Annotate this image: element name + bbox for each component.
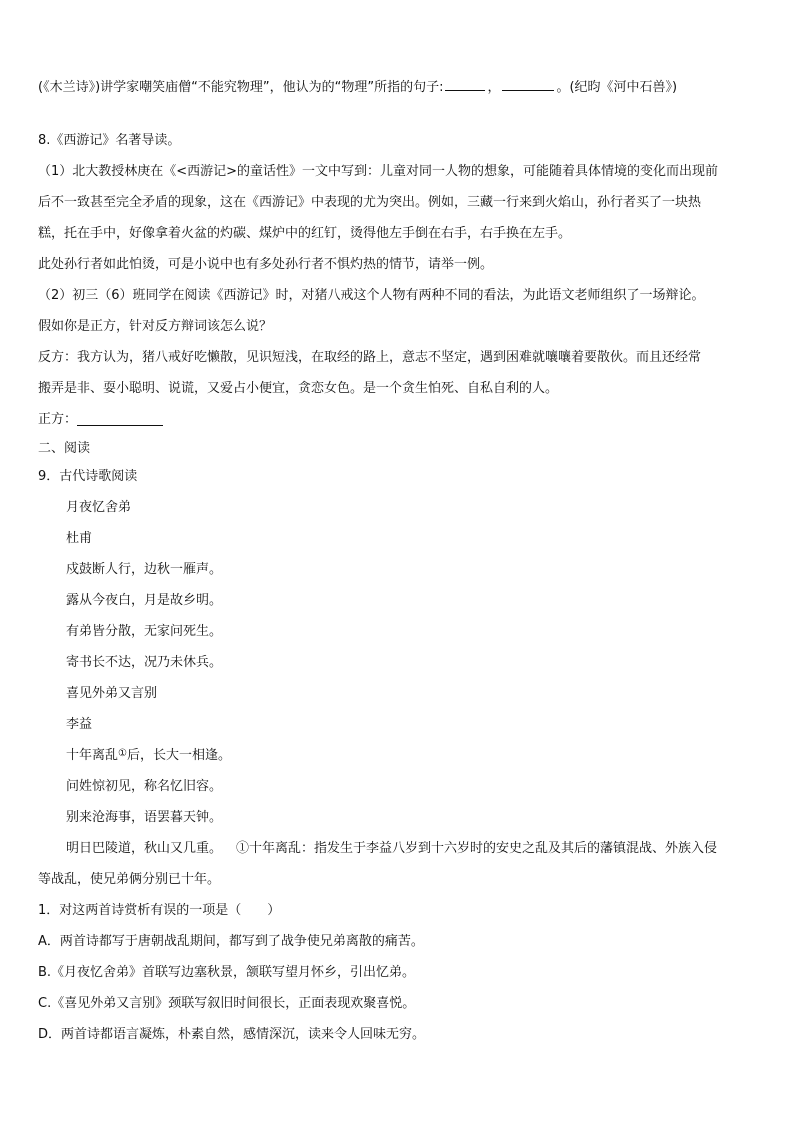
poem2-line <box>66 738 758 769</box>
mcq-option-b[interactable] <box>38 955 758 986</box>
poem1-author <box>66 521 758 552</box>
poem2-line1-post: 后，长大一相逢。 <box>126 748 231 763</box>
q8-part1-line3 <box>38 216 758 247</box>
q8-p2-text-3: 反方：我方认为，猪八戒好吃懒散，见识短浅，在取经的路上，意志不坚定，遇到困难就嚷嚷着要散伙。而且还经常 <box>38 350 702 365</box>
q8-part1-line4 <box>38 247 758 278</box>
mcq-option-c[interactable] <box>38 986 758 1017</box>
footnote-text-2: 等战乱，使兄弟俩分别已十年。 <box>38 872 221 887</box>
poem2-author-text: 李益 <box>66 717 93 732</box>
section-heading-text: 二、阅读 <box>38 440 91 456</box>
poem1-line <box>66 645 758 676</box>
option-text: C.《喜见外弟又言别》颈联写叙旧时间很长，正面表现欢聚喜悦。 <box>38 996 416 1011</box>
footnote-continued <box>38 862 758 893</box>
poem2-line-text: 别来沧海事，语罢暮天钟。 <box>66 810 223 825</box>
option-text: D．两首诗都语言凝炼，朴素自然，感情深沉，读来令人回味无穷。 <box>38 1027 426 1042</box>
q8-answer-line <box>38 402 758 433</box>
footnote-marker: ① <box>118 748 127 759</box>
q8-part1-line1 <box>38 154 758 185</box>
q8-part1-line2 <box>38 185 758 216</box>
option-text: B.《月夜忆舍弟》首联写边塞秋景，颔联写望月怀乡，引出忆弟。 <box>38 965 416 980</box>
poem2-title <box>66 676 758 707</box>
q8-title <box>38 123 758 154</box>
option-text: A．两首诗都写于唐朝战乱期间，都写到了战争使兄弟离散的痛苦。 <box>38 934 424 949</box>
poem1-line-text: 露从今夜白，月是故乡明。 <box>66 593 223 608</box>
poem2-line <box>66 769 758 800</box>
mcq-stem <box>38 893 758 924</box>
q8-part2-line2 <box>38 309 758 340</box>
q8-part2-line3 <box>38 340 758 371</box>
poem1-line-text: 寄书长不达，况乃未休兵。 <box>66 655 223 670</box>
answer-blank-2[interactable] <box>502 90 554 91</box>
q8-title-text: 8.《西游记》名著导读。 <box>38 133 181 148</box>
mcq-option-d[interactable] <box>38 1017 758 1048</box>
mulan-text-mid: ， <box>487 80 501 95</box>
mulan-question-line <box>38 78 758 97</box>
q8-p2-text-1: （2）初三（6）班同学在阅读《西游记》时，对猪八戒这个人物有两种不同的看法，为此语文老师组织了一场辩论。 <box>38 288 705 303</box>
poem2-last-line-with-note <box>38 831 758 862</box>
q8-p2-text-2: 假如你是正方，针对反方辩词该怎么说？ <box>38 319 273 334</box>
poem2-line-text: 问姓惊初见，称名忆旧容。 <box>66 779 223 794</box>
poem1-line-text: 有弟皆分散，无家问死生。 <box>66 624 223 639</box>
mulan-text-post: 。(纪昀《河中石兽》) <box>556 80 678 95</box>
q8-answer-label: 正方： <box>38 412 78 427</box>
poem1-author-text: 杜甫 <box>66 531 93 546</box>
q8-p2-text-4: 搬弄是非、耍小聪明、说谎，又爱占小便宜，贪恋女色。是一个贪生怕死、自私自利的人。 <box>38 381 559 396</box>
q9-title-text: 9．古代诗歌阅读 <box>38 469 138 484</box>
mcq-option-a[interactable] <box>38 924 758 955</box>
poem2-author <box>66 707 758 738</box>
q8-p1-text-3: 糕，托在手中，好像拿着火盆的灼碳、煤炉中的红钉，烫得他左手倒在右手，右手换在左手。 <box>38 226 572 241</box>
q8-p1-text-1: （1）北大教授林庚在《<西游记>的童话性》一文中写到：儿童对同一人物的想象，可能随着具体情境的变化而出现前 <box>38 164 719 179</box>
poem-block <box>38 490 758 831</box>
poem2-title-text: 喜见外弟又言别 <box>66 686 158 701</box>
mulan-text-pre: (《木兰诗》)讲学家嘲笑庙僧“不能究物理”，他认为的“物理”所指的句子: <box>38 80 444 95</box>
answer-blank-3[interactable] <box>77 410 163 426</box>
poem1-line <box>66 614 758 645</box>
q8-p1-text-4: 此处孙行者如此怕烫，可是小说中也有多处孙行者不惧灼热的情节，请举一例。 <box>38 257 494 272</box>
poem2-line1-pre: 十年离乱 <box>66 748 119 763</box>
poem2-line-text: 明日巴陵道，秋山又几重。 <box>66 841 223 856</box>
poem1-line <box>66 583 758 614</box>
poem1-title <box>66 490 758 521</box>
poem1-line <box>66 552 758 583</box>
poem2-line <box>66 800 758 831</box>
poem1-title-text: 月夜忆舍弟 <box>66 500 132 515</box>
document-page <box>38 78 758 1048</box>
answer-blank-1[interactable] <box>445 90 485 91</box>
poem1-line-text: 戍鼓断人行，边秋一雁声。 <box>66 562 223 577</box>
q8-part2-line1 <box>38 278 758 309</box>
section-reading-heading <box>38 433 758 459</box>
footnote-text: ①十年离乱：指发生于李益八岁到十六岁时的安史之乱及其后的藩镇混战、外族入侵 <box>236 841 718 856</box>
mcq-stem-text: 1．对这两首诗赏析有误的一项是（ ） <box>38 903 281 918</box>
q8-p1-text-2: 后不一致甚至完全矛盾的现象，这在《西游记》中表现的尤为突出。例如，三藏一行来到火焰山，孙行者买了一块热 <box>38 195 702 210</box>
q9-title <box>38 459 758 490</box>
q8-part2-line4 <box>38 371 758 402</box>
